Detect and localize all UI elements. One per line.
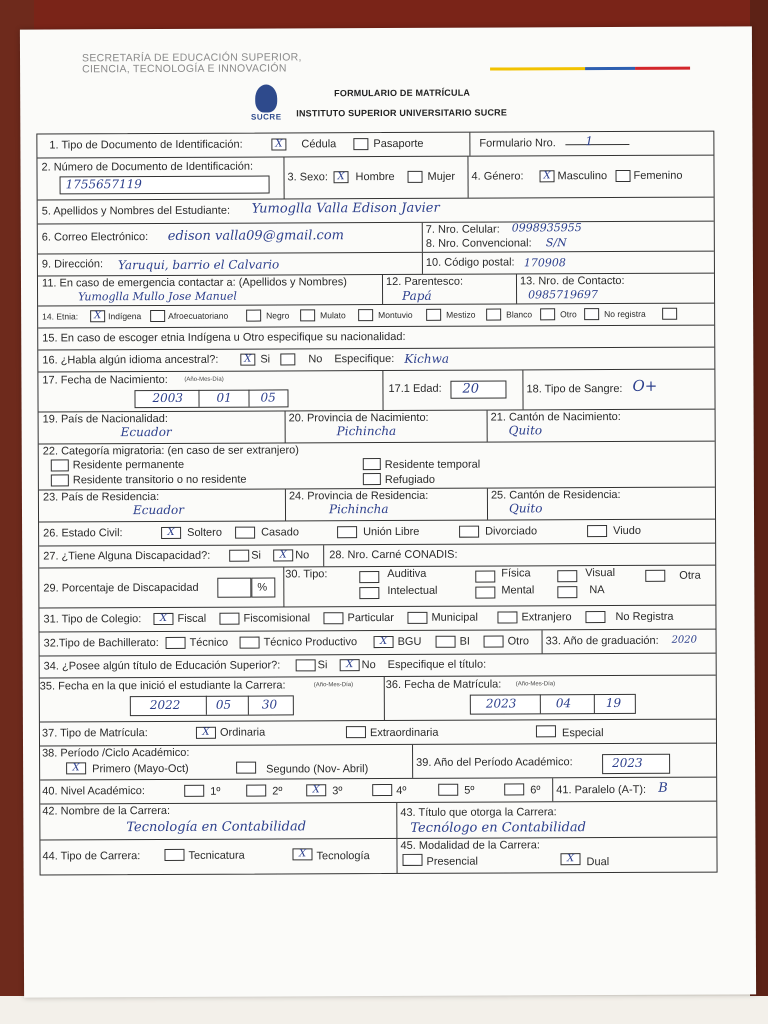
ancestral-language-value: Kichwa bbox=[404, 351, 450, 366]
divider bbox=[283, 567, 284, 606]
especial-checkbox[interactable] bbox=[536, 725, 556, 737]
emergency-value: Yumoglla Mullo Jose Manuel bbox=[78, 289, 237, 304]
disability-type-label: 30. Tipo: bbox=[285, 568, 328, 581]
row-higher-education bbox=[40, 654, 716, 679]
bgu-label: BGU bbox=[397, 635, 422, 648]
row-migratory-category bbox=[39, 442, 715, 491]
hombre-label: Hombre bbox=[355, 170, 395, 184]
afroecuatoriano-checkbox[interactable] bbox=[150, 310, 165, 322]
pais-nacionalidad-label: 19. País de Nacionalidad: bbox=[42, 412, 168, 426]
id-number-value: 1755657119 bbox=[65, 177, 142, 192]
row-email bbox=[38, 222, 714, 255]
residente-permanente-checkbox[interactable] bbox=[51, 459, 69, 471]
mestizo-label: Mestizo bbox=[446, 309, 476, 320]
visual-checkbox[interactable] bbox=[557, 570, 577, 582]
row-civil-status bbox=[39, 520, 715, 547]
divider bbox=[384, 677, 385, 720]
primero-label: Primero (Mayo-Oct) bbox=[92, 762, 189, 776]
divider bbox=[540, 694, 541, 713]
level-4-label: 4º bbox=[396, 784, 407, 797]
otro-bachillerato-checkbox[interactable] bbox=[484, 635, 504, 647]
convencional-value: S/N bbox=[545, 236, 567, 250]
higher-ed-si-checkbox[interactable] bbox=[296, 659, 316, 671]
higher-education-label: 34. ¿Posee algún título de Educación Superior?: bbox=[43, 659, 281, 673]
divider bbox=[467, 157, 468, 198]
divider bbox=[382, 275, 383, 304]
row-address bbox=[38, 252, 714, 277]
matricula-year-value: 2023 bbox=[485, 696, 517, 711]
provincia-residencia-label: 24. Provincia de Residencia: bbox=[288, 489, 429, 503]
matricula-day-value: 19 bbox=[605, 695, 622, 711]
divider bbox=[248, 390, 249, 407]
provincia-nacimiento-label: 20. Provincia de Nacimiento: bbox=[288, 411, 429, 425]
row-disability bbox=[39, 544, 715, 569]
tecnicatura-checkbox[interactable] bbox=[164, 849, 184, 861]
student-name-label: 5. Apellidos y Nombres del Estudiante: bbox=[41, 204, 231, 218]
hombre-checkbox[interactable]: X bbox=[334, 171, 349, 183]
celular-label: 7. Nro. Celular: bbox=[425, 223, 500, 236]
divider bbox=[248, 696, 249, 715]
auditiva-label: Auditiva bbox=[387, 567, 427, 581]
logo-head-icon bbox=[255, 84, 277, 112]
pais-residencia-value: Ecuador bbox=[132, 502, 185, 518]
sangre-label: 18. Tipo de Sangre: bbox=[526, 382, 623, 396]
matricula-month-value: 04 bbox=[555, 696, 572, 711]
presencial-label: Presencial bbox=[426, 855, 478, 868]
ministry-name bbox=[82, 52, 302, 75]
ethnicity-label: 14. Etnia: bbox=[42, 311, 79, 322]
modalidad-label: 45. Modalidad de la Carrera: bbox=[400, 839, 540, 852]
fiscomisional-checkbox[interactable] bbox=[219, 613, 239, 625]
mulato-label: Mulato bbox=[320, 310, 346, 321]
extranjero-label: Extranjero bbox=[521, 611, 572, 624]
divider bbox=[487, 489, 488, 520]
pais-residencia-label: 23. País de Residencia: bbox=[42, 490, 160, 504]
institution-name: INSTITUTO SUPERIOR UNIVERSITARIO SUCRE bbox=[296, 107, 508, 119]
formulario-line bbox=[565, 144, 629, 145]
auditiva-checkbox[interactable] bbox=[359, 571, 379, 583]
tecnico-productivo-label: Técnico Productivo bbox=[263, 636, 358, 649]
flag-blue bbox=[585, 67, 635, 70]
level-6-label: 6º bbox=[530, 784, 541, 797]
level-2-label: 2º bbox=[272, 785, 283, 798]
refugiado-label: Refugiado bbox=[384, 473, 436, 487]
municipal-label: Municipal bbox=[431, 611, 478, 624]
divider bbox=[422, 253, 423, 274]
sangre-value: O+ bbox=[632, 376, 658, 395]
otro-checkbox[interactable] bbox=[540, 308, 555, 320]
bi-checkbox[interactable] bbox=[436, 636, 456, 648]
tecnico-label: Técnico bbox=[189, 636, 229, 649]
divider bbox=[522, 370, 523, 409]
row-bachillerato bbox=[40, 630, 716, 657]
career-start-format: (Año-Mes-Día) bbox=[313, 682, 354, 689]
address-label: 9. Dirección: bbox=[41, 258, 104, 271]
refugiado-checkbox[interactable] bbox=[363, 473, 381, 485]
email-label: 6. Correo Electrónico: bbox=[41, 231, 149, 244]
otra-label: Otra bbox=[679, 569, 701, 582]
divider bbox=[552, 778, 553, 801]
particular-checkbox[interactable] bbox=[323, 612, 343, 624]
afroecuatoriano-label: Afroecuatoriano bbox=[168, 310, 229, 321]
career-name-label: 42. Nombre de la Carrera: bbox=[42, 804, 171, 818]
postal-label: 10. Código postal: bbox=[425, 256, 515, 269]
fiscal-label: Fiscal bbox=[177, 612, 207, 625]
row-career-name bbox=[40, 802, 716, 841]
higher-ed-si-label: Si bbox=[317, 659, 328, 672]
extraordinaria-checkbox[interactable] bbox=[346, 726, 366, 738]
negro-label: Negro bbox=[266, 310, 290, 321]
row-disability-percent bbox=[39, 566, 715, 609]
pasaporte-label: Pasaporte bbox=[373, 137, 424, 151]
convencional-label: 8. Nro. Convencional: bbox=[425, 237, 532, 250]
enrollment-form bbox=[36, 131, 717, 876]
row-nationality bbox=[39, 410, 715, 445]
extranjero-checkbox[interactable] bbox=[497, 611, 517, 623]
segundo-checkbox[interactable] bbox=[236, 762, 256, 774]
residente-temporal-label: Residente temporal bbox=[384, 458, 481, 472]
otro-label: Otro bbox=[560, 309, 577, 320]
fiscomisional-label: Fiscomisional bbox=[243, 612, 311, 625]
negro-checkbox[interactable] bbox=[246, 310, 261, 322]
masculino-checkbox[interactable]: X bbox=[540, 170, 555, 182]
intelectual-label: Intelectual bbox=[387, 584, 438, 598]
disability-no-checkbox[interactable]: X bbox=[273, 549, 293, 561]
ancestral-no-label: No bbox=[308, 353, 323, 366]
no-registra-label: No registra bbox=[604, 308, 646, 320]
row-document-type bbox=[37, 132, 713, 159]
disability-si-label: Si bbox=[251, 549, 261, 562]
level-1-checkbox[interactable] bbox=[184, 785, 204, 797]
form-paper bbox=[20, 26, 756, 997]
divider bbox=[516, 274, 517, 303]
particular-label: Particular bbox=[347, 611, 394, 625]
mestizo-checkbox[interactable] bbox=[426, 309, 441, 321]
birth-day-value: 05 bbox=[260, 390, 276, 405]
paralelo-value: B bbox=[658, 780, 668, 796]
academic-period-label: 38. Período /Ciclo Académico: bbox=[42, 746, 190, 760]
level-5-label: 5º bbox=[464, 784, 475, 797]
disability-percent-label: 29. Porcentaje de Discapacidad bbox=[43, 581, 199, 595]
divider bbox=[594, 694, 595, 713]
career-type-label: 44. Tipo de Carrera: bbox=[42, 850, 141, 863]
dual-checkbox[interactable]: X bbox=[560, 853, 580, 865]
divorciado-label: Divorciado bbox=[485, 525, 538, 538]
row-emergency-contact bbox=[38, 274, 714, 307]
provincia-nacimiento-value: Pichincha bbox=[336, 423, 397, 439]
ancestral-no-checkbox[interactable] bbox=[280, 353, 295, 365]
canton-nacimiento-value: Quito bbox=[508, 423, 543, 438]
row-ethnicity bbox=[38, 304, 714, 329]
parentesco-value: Papá bbox=[402, 288, 432, 303]
background-bottom bbox=[0, 996, 768, 1024]
row-academic-period bbox=[40, 744, 716, 781]
postal-value: 170908 bbox=[523, 256, 566, 270]
cedula-label: Cédula bbox=[301, 138, 337, 151]
union-libre-label: Unión Libre bbox=[363, 525, 420, 539]
otro-bachillerato-label: Otro bbox=[507, 635, 529, 648]
formulario-label: Formulario Nro. bbox=[479, 137, 556, 150]
blanco-checkbox[interactable] bbox=[486, 309, 501, 321]
civil-status-label: 26. Estado Civil: bbox=[43, 527, 123, 540]
mental-checkbox[interactable] bbox=[475, 587, 495, 599]
intelectual-checkbox[interactable] bbox=[359, 587, 379, 599]
matricula-date-label: 36. Fecha de Matrícula: bbox=[385, 678, 502, 692]
no-registra-extra-checkbox[interactable] bbox=[662, 308, 677, 320]
disability-label: 27. ¿Tiene Alguna Discapacidad?: bbox=[43, 549, 211, 563]
fiscal-checkbox[interactable]: X bbox=[153, 613, 173, 625]
visual-label: Visual bbox=[585, 567, 616, 580]
divider bbox=[198, 390, 199, 407]
tecnologia-label: Tecnología bbox=[316, 850, 370, 863]
divider bbox=[285, 489, 286, 520]
tecnico-checkbox[interactable] bbox=[166, 637, 186, 649]
level-5-checkbox[interactable] bbox=[438, 784, 458, 796]
residente-transitorio-label: Residente transitorio o no residente bbox=[72, 473, 247, 487]
ministry-line-1: SECRETARÍA DE EDUCACIÓN SUPERIOR, bbox=[81, 51, 302, 65]
level-1-label: 1º bbox=[210, 785, 221, 798]
union-libre-checkbox[interactable] bbox=[337, 526, 357, 538]
disability-si-checkbox[interactable] bbox=[229, 550, 249, 562]
residente-permanente-label: Residente permanente bbox=[72, 458, 185, 472]
tecnico-productivo-checkbox[interactable] bbox=[240, 637, 260, 649]
higher-ed-no-checkbox[interactable]: X bbox=[340, 659, 360, 671]
level-4-checkbox[interactable] bbox=[372, 784, 392, 796]
ancestral-language-label: 16. ¿Habla algún idioma ancestral?: bbox=[42, 353, 219, 367]
mujer-checkbox[interactable] bbox=[408, 171, 423, 183]
celular-value: 0998935955 bbox=[511, 221, 582, 235]
row-birth-date bbox=[38, 370, 714, 413]
sexo-label: 3. Sexo: bbox=[287, 171, 328, 184]
level-2-checkbox[interactable] bbox=[246, 785, 266, 797]
email-value: edison valla09@gmail.com bbox=[167, 228, 344, 244]
divorciado-checkbox[interactable] bbox=[459, 526, 479, 538]
divider bbox=[396, 803, 397, 838]
ancestral-si-checkbox[interactable]: X bbox=[240, 354, 255, 366]
disability-no-label: No bbox=[295, 549, 310, 562]
divider bbox=[487, 411, 488, 442]
birth-year-value: 2003 bbox=[152, 390, 184, 406]
bi-label: BI bbox=[459, 635, 470, 648]
career-start-label: 35. Fecha en la que inició el estudiante la Carrera: bbox=[39, 679, 286, 693]
career-start-day-value: 30 bbox=[261, 697, 278, 712]
school-type-label: 31. Tipo de Colegio: bbox=[43, 613, 142, 626]
montuvio-checkbox[interactable] bbox=[358, 309, 373, 321]
especifique-label: Especifique: bbox=[334, 352, 395, 366]
anio-periodo-label: 39. Año del Período Académico: bbox=[416, 756, 573, 769]
masculino-label: Masculino bbox=[557, 170, 608, 183]
fisica-checkbox[interactable] bbox=[475, 571, 495, 583]
femenino-checkbox[interactable] bbox=[616, 170, 631, 182]
divider bbox=[283, 157, 284, 198]
row-enrollment-type bbox=[40, 720, 716, 747]
canton-residencia-value: Quito bbox=[508, 501, 543, 516]
edad-value: 20 bbox=[462, 381, 480, 397]
no-registra-school-label: No Registra bbox=[615, 610, 674, 624]
fisica-label: Física bbox=[501, 567, 531, 580]
sucre-logo bbox=[246, 84, 286, 121]
no-registra-school-checkbox[interactable] bbox=[585, 611, 605, 623]
row-career-type bbox=[40, 838, 716, 875]
presencial-checkbox[interactable] bbox=[402, 854, 422, 866]
divider bbox=[396, 839, 397, 873]
anio-periodo-value: 2023 bbox=[612, 755, 643, 771]
na-label: NA bbox=[589, 584, 605, 597]
career-start-year-value: 2022 bbox=[149, 697, 181, 713]
tecnologia-checkbox[interactable]: X bbox=[292, 848, 312, 860]
otra-checkbox[interactable] bbox=[645, 570, 665, 582]
residente-transitorio-checkbox[interactable] bbox=[51, 474, 69, 486]
formulario-value: 1 bbox=[585, 134, 594, 149]
viudo-checkbox[interactable] bbox=[587, 525, 607, 537]
mujer-label: Mujer bbox=[427, 170, 456, 183]
ministry-line-2: CIENCIA, TECNOLOGÍA E INNOVACIÓN bbox=[82, 62, 287, 76]
cedula-checkbox[interactable]: X bbox=[271, 138, 286, 150]
no-registra-checkbox[interactable] bbox=[584, 308, 599, 320]
form-title: FORMULARIO DE MATRÍCULA bbox=[334, 87, 471, 99]
ancestral-si-label: Si bbox=[260, 353, 271, 366]
divider bbox=[382, 371, 383, 410]
percent-symbol: % bbox=[257, 581, 268, 594]
blanco-label: Blanco bbox=[506, 309, 533, 320]
nationality-indigenous-label: 15. En caso de escoger etnia Indígena u Otro especifique su nacionalidad: bbox=[42, 330, 406, 345]
mulato-checkbox[interactable] bbox=[300, 309, 315, 321]
tecnicatura-label: Tecnicatura bbox=[188, 849, 245, 862]
divider bbox=[422, 223, 423, 252]
paralelo-label: 41. Paralelo (A-T): bbox=[556, 783, 647, 797]
graduacion-label: 33. Año de graduación: bbox=[545, 634, 659, 648]
row-ancestral-language bbox=[38, 348, 714, 373]
level-6-checkbox[interactable] bbox=[504, 783, 524, 795]
titulo-carrera-label: 43. Título que otorga la Carrera: bbox=[400, 806, 557, 819]
disability-percent-field[interactable] bbox=[217, 578, 251, 598]
dual-label: Dual bbox=[586, 856, 610, 869]
row-school-type bbox=[39, 606, 715, 633]
municipal-checkbox[interactable] bbox=[407, 612, 427, 624]
casado-checkbox[interactable] bbox=[235, 527, 255, 539]
divider bbox=[412, 745, 413, 778]
montuvio-label: Montuvio bbox=[378, 309, 413, 321]
academic-level-label: 40. Nivel Académico: bbox=[42, 785, 145, 798]
contacto-value: 0985719697 bbox=[528, 288, 599, 302]
level-3-checkbox[interactable]: X bbox=[306, 784, 326, 796]
titulo-carrera-value: Tecnólogo en Contabilidad bbox=[410, 820, 587, 836]
divider bbox=[323, 545, 324, 566]
indigena-checkbox[interactable]: X bbox=[90, 310, 105, 322]
address-value: Yaruqui, barrio el Calvario bbox=[117, 257, 280, 273]
soltero-label: Soltero bbox=[187, 526, 222, 539]
canton-residencia-label: 25. Cantón de Residencia: bbox=[490, 488, 621, 502]
document-type-label: 1. Tipo de Documento de Identificación: bbox=[49, 138, 243, 152]
mental-label: Mental bbox=[501, 584, 535, 597]
background-top bbox=[0, 0, 768, 30]
genero-label: 4. Género: bbox=[471, 170, 524, 183]
na-checkbox[interactable] bbox=[557, 586, 577, 598]
graduacion-value: 2020 bbox=[671, 634, 698, 646]
soltero-checkbox[interactable]: X bbox=[161, 527, 181, 539]
pasaporte-checkbox[interactable] bbox=[353, 138, 368, 150]
primero-checkbox[interactable]: X bbox=[66, 762, 86, 774]
divider bbox=[285, 411, 286, 442]
bgu-checkbox[interactable]: X bbox=[374, 636, 394, 648]
higher-ed-no-label: No bbox=[361, 659, 376, 672]
migratory-label: 22. Categoría migratoria: (en caso de ser extranjero) bbox=[42, 444, 299, 458]
student-name-value: Yumoglla Valla Edison Javier bbox=[251, 200, 440, 217]
bachillerato-label: 32.Tipo de Bachillerato: bbox=[43, 637, 159, 650]
especial-label: Especial bbox=[561, 727, 604, 740]
segundo-label: Segundo (Nov- Abril) bbox=[266, 763, 369, 776]
contacto-label: 13. Nro. de Contacto: bbox=[519, 274, 625, 288]
pais-nacionalidad-value: Ecuador bbox=[120, 424, 172, 440]
career-start-month-value: 05 bbox=[215, 697, 232, 712]
row-residence bbox=[39, 488, 715, 523]
viudo-label: Viudo bbox=[613, 524, 642, 538]
edad-label: 17.1 Edad: bbox=[388, 382, 442, 395]
divider bbox=[469, 133, 470, 156]
titulo-especifique-label: Especifique el título: bbox=[387, 658, 487, 672]
flag-yellow bbox=[490, 67, 585, 70]
row-nationality-indigenous bbox=[38, 326, 714, 351]
matricula-date-format: (Año-Mes-Día) bbox=[515, 681, 556, 688]
row-id-number bbox=[37, 156, 713, 201]
birth-date-label: 17. Fecha de Nacimiento: bbox=[42, 373, 168, 387]
birth-date-format: (Año-Mes-Día) bbox=[184, 376, 224, 383]
flag-red bbox=[635, 67, 690, 70]
residente-temporal-checkbox[interactable] bbox=[363, 458, 381, 470]
row-student-name bbox=[38, 198, 714, 225]
divider bbox=[542, 630, 543, 653]
conadis-label: 28. Nro. Carné CONADIS: bbox=[329, 548, 458, 562]
row-career-start-date bbox=[40, 676, 716, 723]
extraordinaria-label: Extraordinaria bbox=[369, 726, 439, 740]
provincia-residencia-value: Pichincha bbox=[328, 501, 389, 517]
flag-stripe bbox=[490, 67, 690, 71]
canton-nacimiento-label: 21. Cantón de Nacimiento: bbox=[490, 410, 621, 424]
career-name-value: Tecnología en Contabilidad bbox=[126, 819, 307, 836]
emergency-label: 11. En caso de emergencia contactar a: (Apellidos y Nombres) bbox=[41, 276, 347, 290]
birth-month-value: 01 bbox=[216, 390, 232, 405]
ordinaria-checkbox[interactable]: X bbox=[196, 727, 216, 739]
casado-label: Casado bbox=[261, 526, 300, 539]
ordinaria-label: Ordinaria bbox=[219, 726, 266, 739]
level-3-label: 3º bbox=[332, 785, 343, 798]
parentesco-label: 12. Parentesco: bbox=[385, 275, 464, 289]
enrollment-type-label: 37. Tipo de Matrícula: bbox=[41, 727, 148, 740]
femenino-label: Femenino bbox=[633, 169, 683, 182]
logo-text: SUCRE bbox=[250, 112, 282, 122]
row-academic-level bbox=[40, 778, 716, 805]
divider bbox=[206, 696, 207, 715]
indigena-label: Indígena bbox=[108, 311, 142, 322]
id-number-label: 2. Número de Documento de Identificación: bbox=[41, 160, 254, 174]
